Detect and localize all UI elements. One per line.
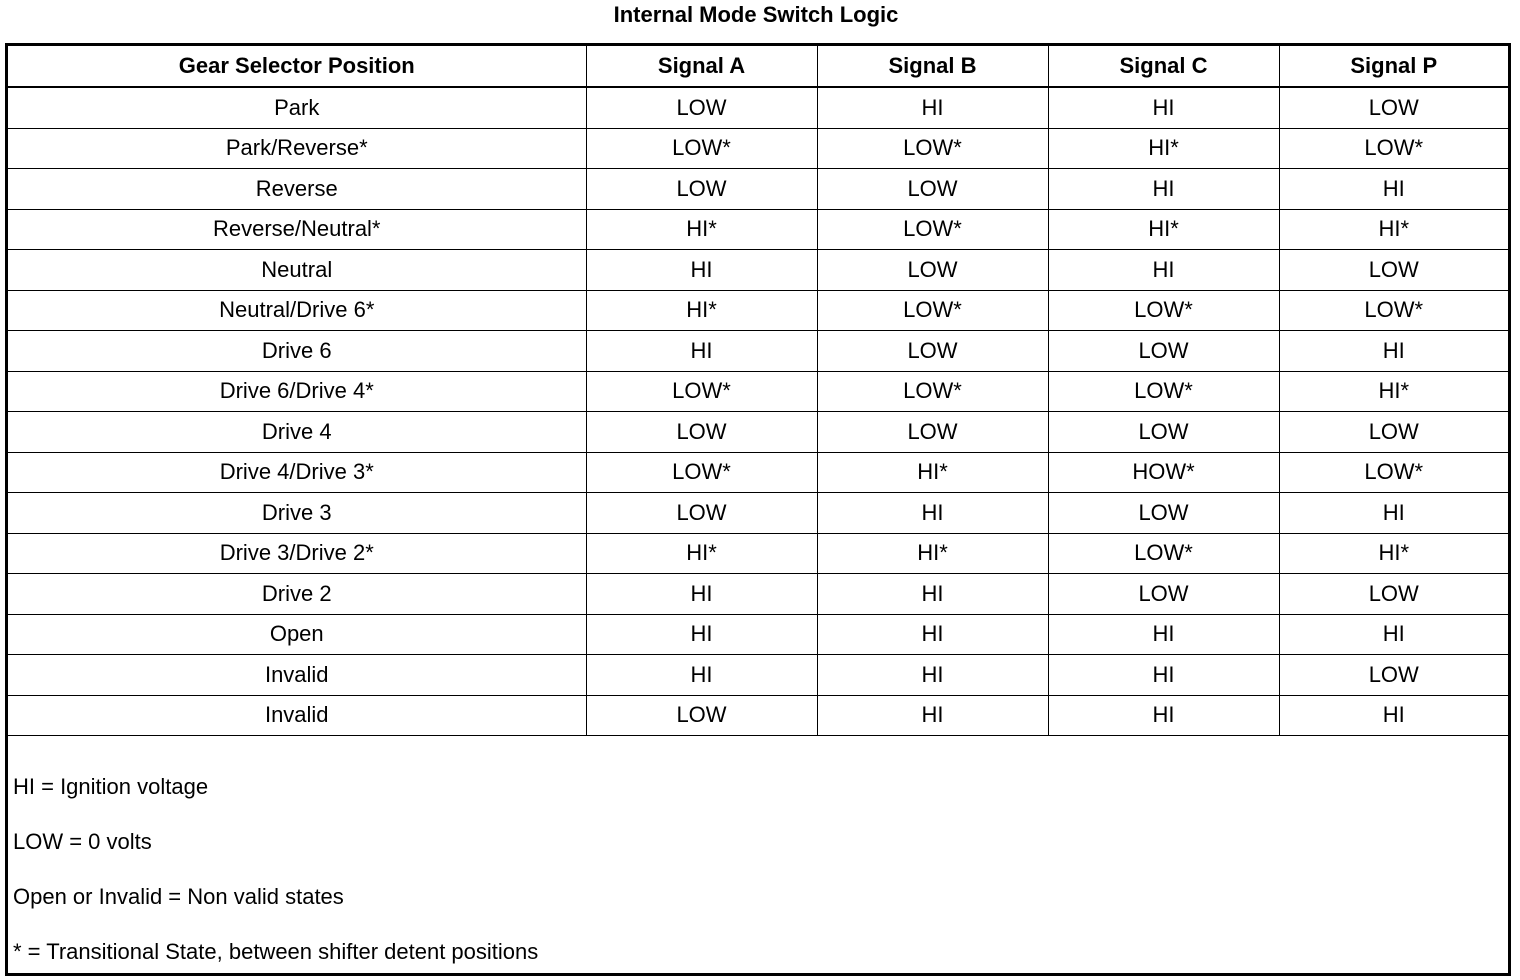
gear-position-cell: Drive 4 (8, 412, 586, 453)
signal-a-cell: LOW (586, 412, 817, 453)
legend-notes (8, 767, 1508, 973)
signal-a-cell: LOW* (586, 452, 817, 493)
gear-position-cell: Park/Reverse* (8, 128, 586, 169)
table-row (8, 128, 1508, 169)
gear-position-cell: Drive 6 (8, 331, 586, 372)
signal-b-cell: HI (817, 493, 1048, 534)
signal-c-cell: HI* (1048, 128, 1279, 169)
gear-position-cell: Drive 3 (8, 493, 586, 534)
table-row (8, 574, 1508, 615)
legend-note-hi: HI = Ignition voltage (13, 774, 209, 799)
gear-position-cell: Drive 2 (8, 574, 586, 615)
signal-b-cell: LOW (817, 331, 1048, 372)
signal-p-cell: HI (1279, 614, 1508, 655)
page-title: Internal Mode Switch Logic (613, 2, 899, 27)
table-row (8, 209, 1508, 250)
signal-a-cell: HI (586, 614, 817, 655)
gear-position-cell: Neutral/Drive 6* (8, 290, 586, 331)
signal-c-cell: HI (1048, 169, 1279, 210)
table-row (8, 655, 1508, 696)
signal-p-cell: HI* (1279, 533, 1508, 574)
table-row (8, 412, 1508, 453)
column-header-signal-c: Signal C (1048, 46, 1279, 87)
signal-c-cell: LOW* (1048, 290, 1279, 331)
signal-b-cell: LOW* (817, 290, 1048, 331)
column-header-signal-a: Signal A (586, 46, 817, 87)
legend-note-low: LOW = 0 volts (13, 829, 152, 854)
signal-c-cell: LOW (1048, 493, 1279, 534)
signal-a-cell: LOW* (586, 128, 817, 169)
signal-c-cell: LOW* (1048, 533, 1279, 574)
signal-c-cell: HOW* (1048, 452, 1279, 493)
signal-b-cell: LOW (817, 169, 1048, 210)
signal-a-cell: HI* (586, 209, 817, 250)
signal-c-cell: HI (1048, 87, 1279, 128)
signal-a-cell: HI (586, 331, 817, 372)
signal-p-cell: HI* (1279, 209, 1508, 250)
gear-position-cell: Drive 6/Drive 4* (8, 371, 586, 412)
signal-b-cell: LOW* (817, 128, 1048, 169)
column-header-signal-b: Signal B (817, 46, 1048, 87)
signal-p-cell: LOW* (1279, 452, 1508, 493)
signal-a-cell: HI* (586, 533, 817, 574)
signal-p-cell: LOW (1279, 250, 1508, 291)
signal-c-cell: HI (1048, 250, 1279, 291)
table-row (8, 290, 1508, 331)
signal-a-cell: LOW (586, 87, 817, 128)
logic-table-frame (5, 43, 1511, 976)
signal-c-cell: HI (1048, 614, 1279, 655)
signal-a-cell: LOW (586, 169, 817, 210)
signal-c-cell: HI (1048, 695, 1279, 736)
signal-a-cell: HI (586, 250, 817, 291)
gear-position-cell: Drive 4/Drive 3* (8, 452, 586, 493)
signal-a-cell: HI (586, 655, 817, 696)
signal-c-cell: LOW (1048, 574, 1279, 615)
signal-p-cell: LOW* (1279, 128, 1508, 169)
column-header-gear-selector-position: Gear Selector Position (8, 46, 586, 87)
signal-b-cell: HI (817, 614, 1048, 655)
table-row (8, 87, 1508, 128)
signal-a-cell: LOW* (586, 371, 817, 412)
gear-position-cell: Neutral (8, 250, 586, 291)
legend-note-transitional: * = Transitional State, between shifter detent positions (13, 939, 539, 964)
signal-p-cell: LOW (1279, 655, 1508, 696)
signal-b-cell: HI (817, 695, 1048, 736)
legend-note-invalid-states: Open or Invalid = Non valid states (13, 884, 344, 909)
table-row (8, 371, 1508, 412)
signal-a-cell: LOW (586, 695, 817, 736)
gear-position-cell: Drive 3/Drive 2* (8, 533, 586, 574)
table-row (8, 695, 1508, 736)
table-row (8, 331, 1508, 372)
gear-position-cell: Open (8, 614, 586, 655)
signal-a-cell: LOW (586, 493, 817, 534)
signal-p-cell: HI* (1279, 371, 1508, 412)
signal-b-cell: LOW* (817, 371, 1048, 412)
table-row (8, 452, 1508, 493)
signal-p-cell: HI (1279, 169, 1508, 210)
mode-switch-logic-table (8, 46, 1508, 736)
table-header-row (8, 46, 1508, 87)
table-row (8, 169, 1508, 210)
signal-b-cell: HI* (817, 452, 1048, 493)
table-row (8, 493, 1508, 534)
table-row (8, 250, 1508, 291)
gear-position-cell: Park (8, 87, 586, 128)
signal-p-cell: HI (1279, 493, 1508, 534)
signal-p-cell: LOW (1279, 412, 1508, 453)
signal-c-cell: HI* (1048, 209, 1279, 250)
gear-position-cell: Reverse (8, 169, 586, 210)
signal-p-cell: HI (1279, 331, 1508, 372)
signal-b-cell: HI (817, 655, 1048, 696)
signal-c-cell: LOW (1048, 331, 1279, 372)
signal-p-cell: LOW* (1279, 290, 1508, 331)
signal-b-cell: HI (817, 574, 1048, 615)
signal-b-cell: HI (817, 87, 1048, 128)
signal-p-cell: LOW (1279, 87, 1508, 128)
signal-c-cell: HI (1048, 655, 1279, 696)
gear-position-cell: Reverse/Neutral* (8, 209, 586, 250)
gear-position-cell: Invalid (8, 655, 586, 696)
table-row (8, 614, 1508, 655)
signal-a-cell: HI (586, 574, 817, 615)
signal-p-cell: HI (1279, 695, 1508, 736)
gear-position-cell: Invalid (8, 695, 586, 736)
signal-a-cell: HI* (586, 290, 817, 331)
signal-c-cell: LOW* (1048, 371, 1279, 412)
signal-p-cell: LOW (1279, 574, 1508, 615)
signal-b-cell: LOW* (817, 209, 1048, 250)
signal-c-cell: LOW (1048, 412, 1279, 453)
signal-b-cell: HI* (817, 533, 1048, 574)
signal-b-cell: LOW (817, 250, 1048, 291)
table-row (8, 533, 1508, 574)
column-header-signal-p: Signal P (1279, 46, 1508, 87)
signal-b-cell: LOW (817, 412, 1048, 453)
